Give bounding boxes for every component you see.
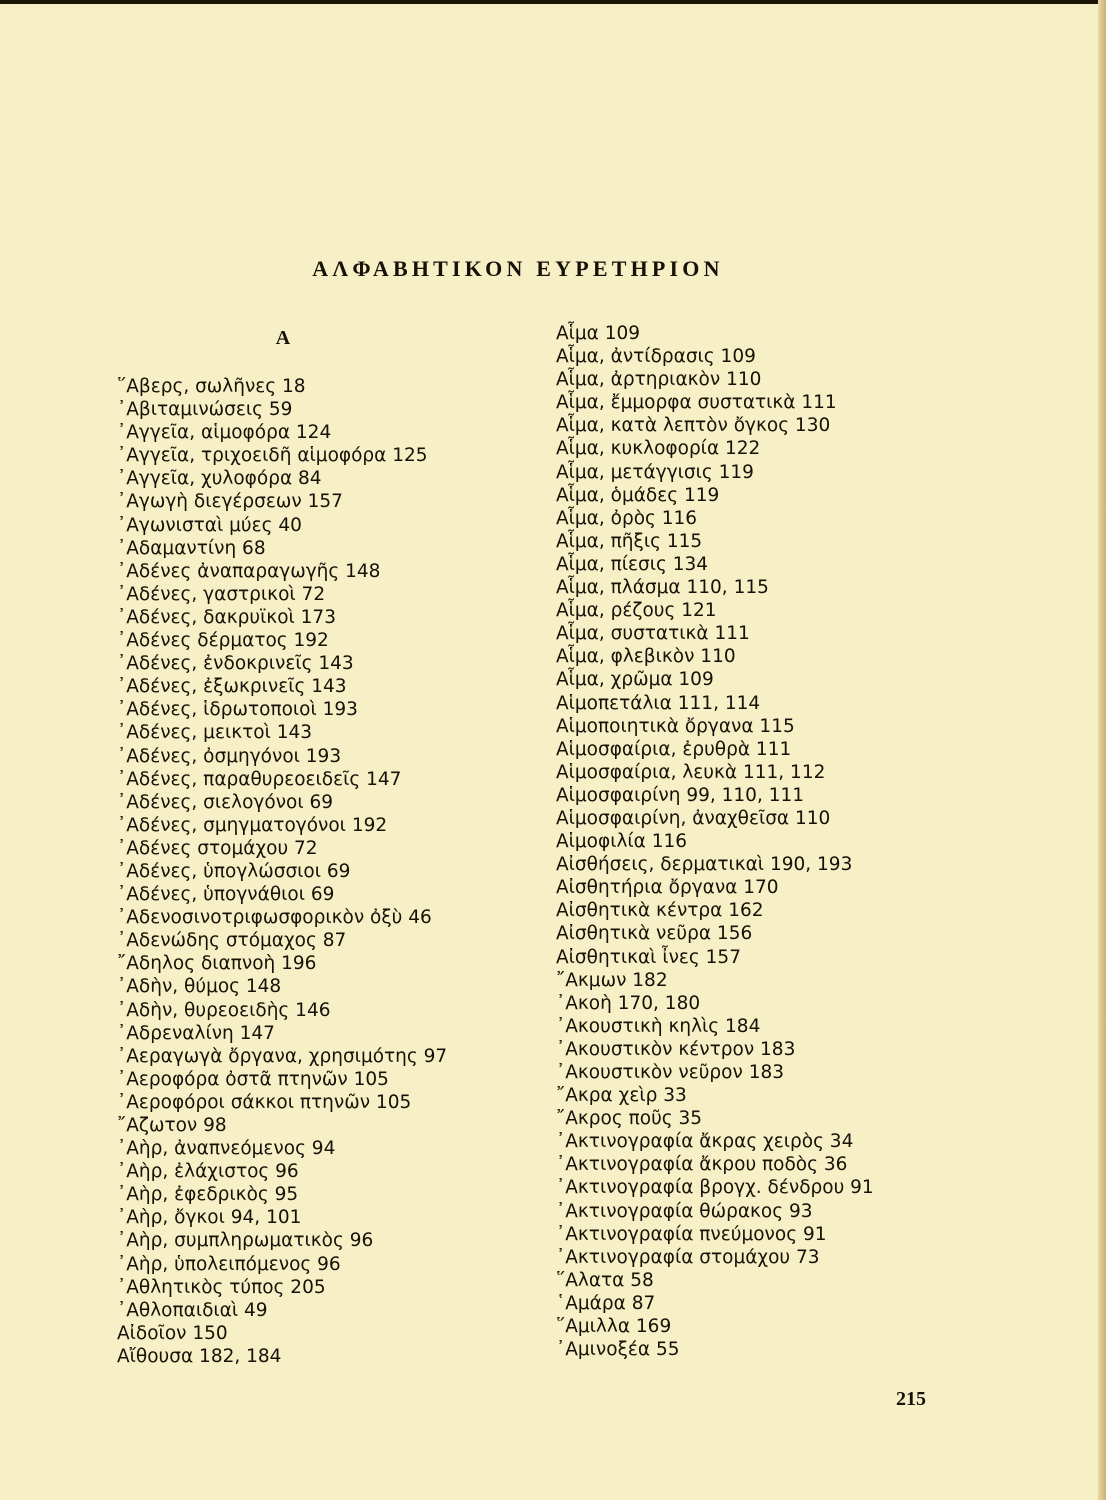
- index-entry: ᾿Αδένες, παραθυρεοειδεῖς 147: [117, 768, 402, 790]
- index-entry: Αἷμα, πλάσμα 110, 115: [556, 577, 769, 599]
- index-entry: Αἴθουσα 182, 184: [117, 1345, 282, 1367]
- index-entry: ᾿Αθλητικὸς τύπος 205: [117, 1276, 326, 1298]
- index-entry: ᾿Αὴρ, ἀναπνεόμενος 94: [117, 1138, 336, 1160]
- index-entry: Αἰσθητικὰ κέντρα 162: [556, 900, 764, 922]
- index-entry: Αἰσθητήρια ὄργανα 170: [556, 877, 779, 899]
- index-entry: Αἷμα, μετάγγισις 119: [556, 461, 754, 483]
- index-entry: ῎Αδηλος διαπνοὴ 196: [117, 953, 317, 975]
- index-entry: ᾿Αδὴν, θυρεοειδὴς 146: [117, 999, 331, 1021]
- index-column-right: [556, 322, 874, 1361]
- index-entry: ᾿Ακοὴ 170, 180: [556, 992, 701, 1014]
- index-entry: ᾿Αὴρ, ὑπολειπόμενος 96: [117, 1253, 341, 1275]
- index-entry: ᾿Αθλοπαιδιαὶ 49: [117, 1299, 268, 1321]
- index-entry: ᾿Αδένες, μεικτοὶ 143: [117, 722, 313, 744]
- page-number: 215: [896, 1388, 926, 1410]
- index-entry: ᾿Ακτινογραφία πνεύμονος 91: [556, 1223, 827, 1245]
- index-entry: Αἷμα, πίεσις 134: [556, 553, 709, 575]
- index-entry: Αἰδοῖον 150: [117, 1322, 228, 1344]
- index-entry: ᾿Αγωγὴ διεγέρσεων 157: [117, 491, 343, 513]
- index-entry: ᾿Αγγεῖα, τριχοειδῆ αἱμοφόρα 125: [117, 445, 428, 467]
- index-entry: Αἷμα, χρῶμα 109: [556, 669, 714, 691]
- index-entry: ῎Ακμων 182: [556, 969, 668, 991]
- index-entry: ῎Ακρα χεὶρ 33: [556, 1085, 687, 1107]
- index-entry: ᾿Αδένες, σμηγματογόνοι 192: [117, 814, 388, 836]
- page-top-edge: [0, 0, 1106, 4]
- index-entry: Αἷμα, φλεβικὸν 110: [556, 646, 736, 668]
- index-entry: Αἱμοσφαίρια, λευκὰ 111, 112: [556, 761, 826, 783]
- index-entry: ᾿Ακουστικὸν κέντρον 183: [556, 1038, 796, 1060]
- section-letter: Α: [275, 327, 291, 349]
- index-entry: Αἰσθητικαὶ ἶνες 157: [556, 946, 741, 968]
- index-entry: ᾿Αγγεῖα, αἱμοφόρα 124: [117, 422, 332, 444]
- index-entry: ᾿Αδένες, ἐνδοκρινεῖς 143: [117, 653, 354, 675]
- index-entry: ᾿Αδένες, γαστρικοὶ 72: [117, 583, 326, 605]
- index-entry: Αἷμα, ἀρτηριακὸν 110: [556, 369, 762, 391]
- index-title: ΑΛΦΑΒΗΤΙΚΟΝ ΕΥΡΕΤΗΡΙΟΝ: [312, 256, 724, 281]
- index-entry: Αἱμοποιητικὰ ὄργανα 115: [556, 715, 795, 737]
- index-entry: ᾿Αβιταμινώσεις 59: [117, 399, 293, 421]
- index-entry: ᾿Αὴρ, ἐφεδρικὸς 95: [117, 1184, 299, 1206]
- index-entry: ᾿Αδένες ἀναπαραγωγῆς 148: [117, 560, 381, 582]
- index-entry: ᾿Ακτινογραφία θώρακος 93: [556, 1200, 813, 1222]
- index-entry: ᾿Ακουστικὴ κηλὶς 184: [556, 1015, 761, 1037]
- index-entry: ᾿Αγωνισταὶ μύες 40: [117, 514, 302, 536]
- index-entry: ᾿Αδένες, σιελογόνοι 69: [117, 791, 334, 813]
- index-entry: Αἷμα, ἔμμορφα συστατικὰ 111: [556, 392, 837, 414]
- index-entry: Αἷμα, ρέζους 121: [556, 600, 717, 622]
- index-entry: ᾿Αδένες, ἱδρωτοποιοὶ 193: [117, 699, 358, 721]
- index-entry: ᾿Αδαμαντίνη 68: [117, 537, 266, 559]
- index-entry: Αἷμα, πῆξις 115: [556, 530, 703, 552]
- index-entry: ᾿Ακουστικὸν νεῦρον 183: [556, 1062, 785, 1083]
- index-entry: Αἷμα, ἀντίδρασις 109: [556, 346, 756, 368]
- index-entry: ῞Αβερς, σωλῆνες 18: [117, 376, 306, 397]
- index-entry: Αἷμα, ὀρὸς 116: [556, 507, 698, 529]
- index-entry: Αἱμοσφαίρια, ἐρυθρὰ 111: [556, 738, 792, 760]
- index-entry: ᾿Αὴρ, ὄγκοι 94, 101: [117, 1207, 302, 1229]
- index-entry: ᾿Αδενώδης στόμαχος 87: [117, 930, 347, 952]
- page-right-edge: [1098, 0, 1106, 1500]
- index-entry: Αἱμοσφαιρίνη, ἀναχθεῖσα 110: [556, 807, 831, 829]
- index-entry: ᾿Αμινοξέα 55: [556, 1339, 680, 1361]
- index-entry: ᾿Αδένες δέρματος 192: [117, 630, 329, 652]
- index-entry: Αἷμα, ὁμάδες 119: [556, 484, 720, 506]
- index-entry: ᾿Αγγεῖα, χυλοφόρα 84: [117, 468, 322, 490]
- index-entry: ῎Ακρος ποῦς 35: [556, 1108, 703, 1130]
- index-entry: ᾿Αεροφόροι σάκκοι πτηνῶν 105: [117, 1091, 412, 1113]
- index-entry: ᾿Αδρεναλίνη 147: [117, 1022, 275, 1044]
- index-entry: ῞Αμιλλα 169: [556, 1316, 672, 1338]
- index-entry: Αἷμα 109: [556, 323, 641, 344]
- index-entry: ᾿Αδενοσινοτριφωσφορικὸν ὀξὺ 46: [117, 907, 432, 929]
- index-entry: ᾿Αδένες, ἐξωκρινεῖς 143: [117, 676, 347, 698]
- index-entry: ῎Αζωτον 98: [117, 1115, 227, 1136]
- index-column-left: [117, 375, 447, 1368]
- index-entry: Αἱμοφιλία 116: [556, 831, 688, 853]
- index-entry: ᾿Αδένες, ὀσμηγόνοι 193: [117, 745, 342, 767]
- index-entry: ᾿Αεραγωγὰ ὄργανα, χρησιμότης 97: [117, 1045, 448, 1067]
- index-entry: ᾿Αδένες στομάχου 72: [117, 837, 318, 859]
- index-entry: ᾿Αδὴν, θύμος 148: [117, 976, 282, 998]
- index-entry: ᾿Ακτινογραφία βρογχ. δένδρου 91: [556, 1177, 874, 1199]
- index-entry: ᾿Αεροφόρα ὀστᾶ πτηνῶν 105: [117, 1068, 389, 1090]
- index-entry: ᾿Αδένες, ὑπογλώσσιοι 69: [117, 860, 351, 882]
- index-entry: ᾿Ακτινογραφία ἄκρου ποδὸς 36: [556, 1154, 848, 1176]
- index-entry: ῾Αμάρα 87: [556, 1292, 656, 1314]
- index-entry: Αἰσθήσεις, δερματικαὶ 190, 193: [556, 854, 853, 876]
- index-entry: ᾿Αδένες, δακρυϊκοὶ 173: [117, 606, 336, 628]
- index-entry: Αἷμα, κατὰ λεπτὸν ὄγκος 130: [556, 415, 831, 437]
- index-entry: Αἱμοπετάλια 111, 114: [556, 692, 761, 714]
- index-entry: Αἰσθητικὰ νεῦρα 156: [556, 923, 753, 945]
- index-entry: ῞Αλατα 58: [556, 1269, 654, 1291]
- index-entry: Αἷμα, κυκλοφορία 122: [556, 438, 761, 460]
- index-entry: ᾿Αὴρ, ἐλάχιστος 96: [117, 1161, 299, 1183]
- index-entry: ᾿Ακτινογραφία στομάχου 73: [556, 1246, 820, 1268]
- index-entry: ᾿Αδένες, ὑπογνάθιοι 69: [117, 884, 335, 906]
- index-entry: Αἷμα, συστατικὰ 111: [556, 623, 750, 645]
- index-entry: ᾿Ακτινογραφία ἄκρας χειρὸς 34: [556, 1131, 854, 1153]
- index-entry: ᾿Αὴρ, συμπληρωματικὸς 96: [117, 1230, 374, 1252]
- index-entry: Αἱμοσφαιρίνη 99, 110, 111: [556, 784, 805, 806]
